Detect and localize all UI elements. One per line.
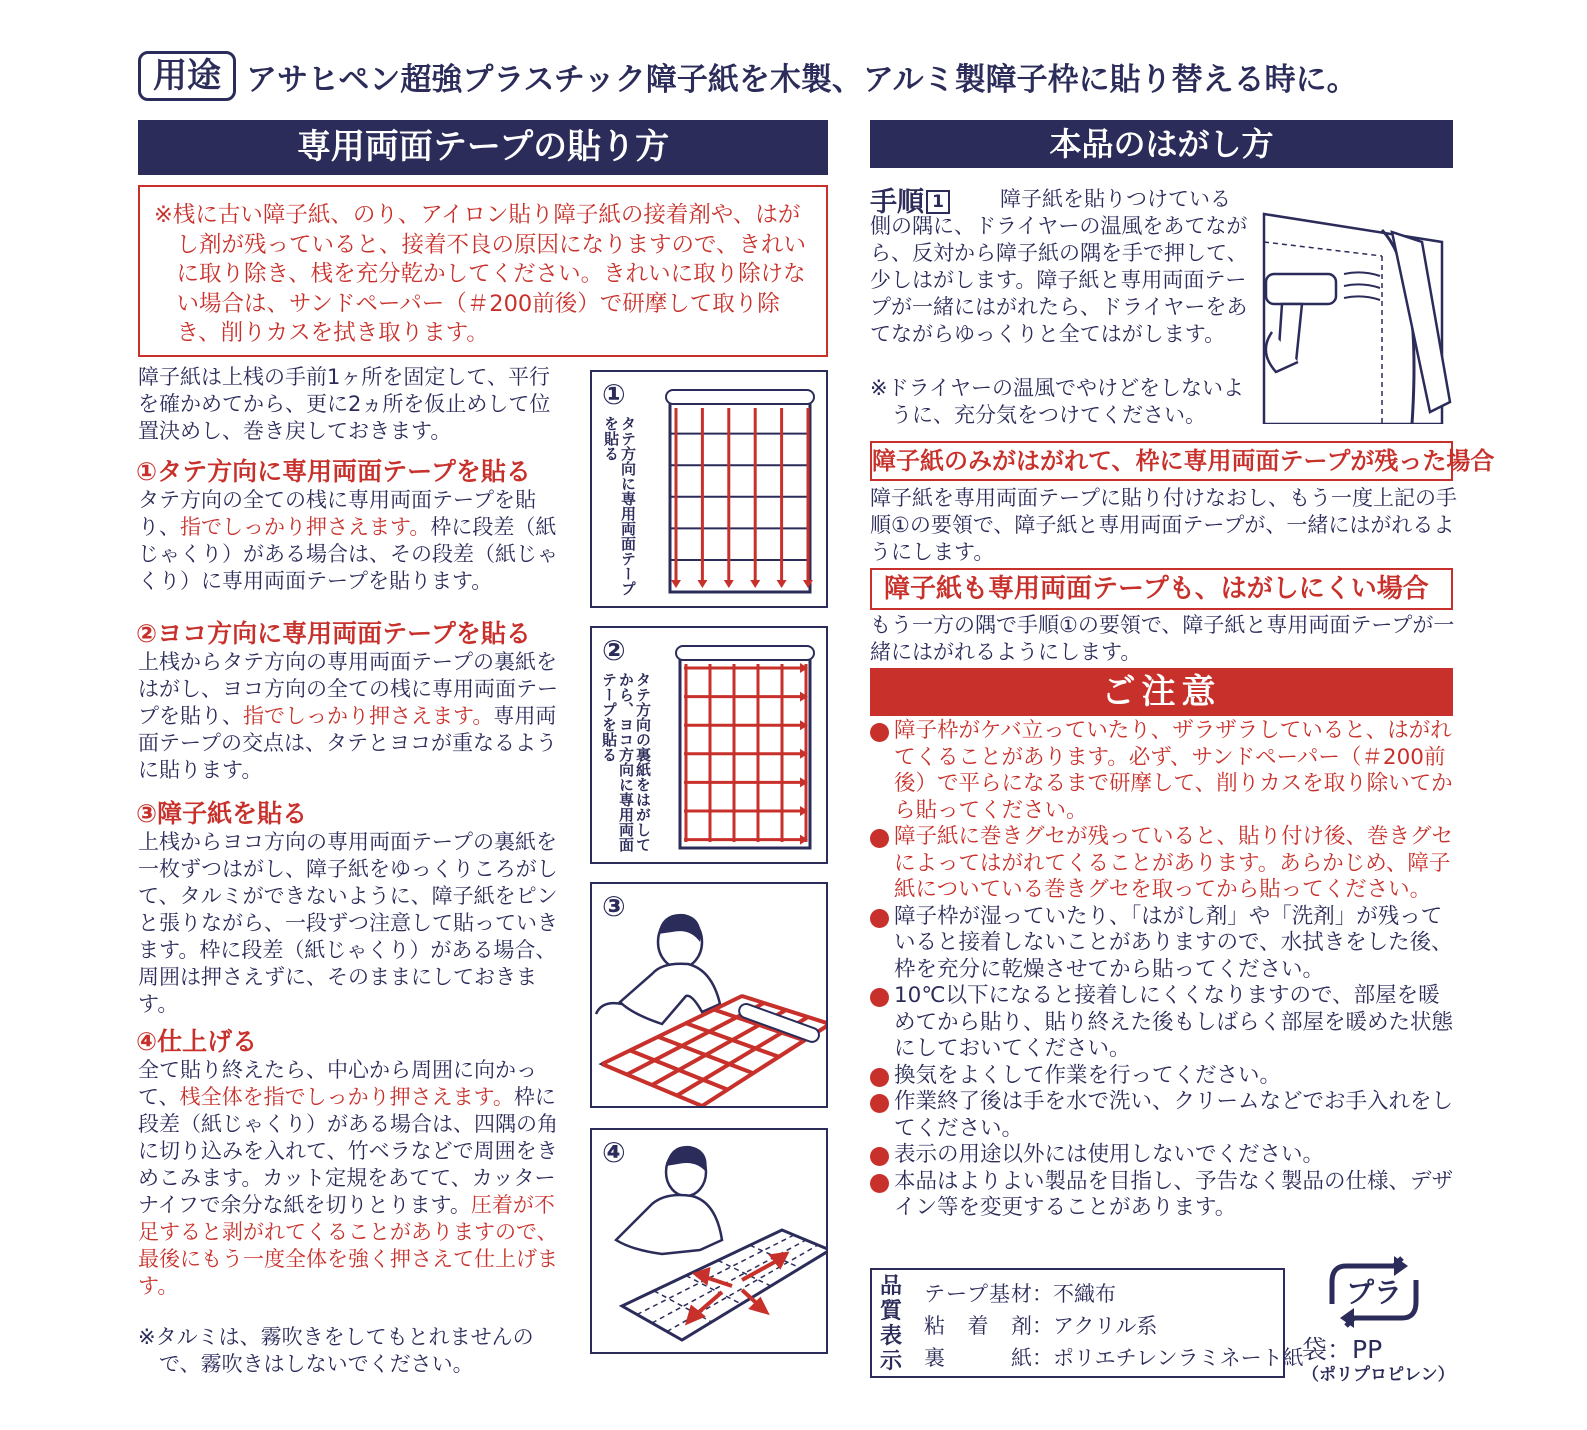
step2-body-red: 指でしっかり押さえます。	[243, 704, 494, 728]
step-label: 手順	[870, 187, 924, 218]
quality-key: テープ基材	[924, 1282, 1032, 1306]
quality-row	[924, 1342, 1304, 1372]
quality-row	[924, 1278, 1116, 1308]
step1-title: ①タテ方向に専用両面テープを貼る	[136, 457, 531, 486]
caution-text: 作業終了後は手を水で洗い、クリームなどでお手入れをしてください。	[894, 1089, 1454, 1141]
quality-key: 粘着剤	[924, 1314, 1032, 1338]
step4-body	[138, 1057, 558, 1300]
quality-label-box	[870, 1268, 1304, 1378]
step4-body-a: 全て貼り終えたら、中心から周囲に向かって、	[138, 1058, 537, 1109]
quality-value: ：不織布	[1032, 1282, 1116, 1306]
bullet-icon	[870, 829, 889, 848]
step2-title: ②ヨコ方向に専用両面テープを貼る	[136, 619, 531, 648]
right-section-title: 本品のはがし方	[870, 120, 1453, 168]
caution-text: 障子枠が湿っていたり、「はがし剤」や「洗剤」が残っていると接着しないことがありますので、水拭きをした後、枠を充分に乾燥させてから貼ってください。	[894, 903, 1453, 982]
caution-text: 障子枠がケバ立っていたり、ザラザラしていると、はがれてくることがあります。必ず、サンドペーパー（＃200前後）で平らになるまで研摩して、削りカスを取り除いてから貼ってください。	[894, 718, 1453, 823]
bullet-icon	[870, 723, 889, 742]
recycle-bag: 袋：PP	[1302, 1335, 1383, 1364]
step4-title: ④仕上げる	[136, 1027, 258, 1056]
step-number-box: 1	[926, 190, 950, 214]
figure-2-caption: タテ方向の裏紙をはがしてから、ヨコ方向に専用両面テープを貼る	[600, 672, 652, 852]
recycle-material: （ポリプロピレン）	[1302, 1365, 1455, 1385]
caution-item	[870, 904, 1460, 984]
dryer-drawing	[1262, 212, 1458, 424]
step1-body-a: タテ方向の全ての桟に専用両面テープを貼り、	[138, 488, 536, 539]
step1-body	[138, 487, 558, 595]
figure-4-illustration	[592, 1130, 828, 1354]
case1-title: 障子紙のみがはがれて、枠に専用両面テープが残った場合	[870, 441, 1453, 481]
caution-item	[870, 1089, 1460, 1142]
figure-1-caption: タテ方向に専用両面テープを貼る	[602, 416, 637, 596]
quality-row	[924, 1310, 1157, 1340]
footnote: ※タルミは、霧吹きをしてもとれませんので、霧吹きはしないでください。	[138, 1325, 534, 1376]
usage-tag: 用途	[138, 51, 236, 101]
caution-list	[870, 718, 1460, 1222]
figure-2	[590, 626, 828, 864]
recycle-mark	[1302, 1254, 1462, 1384]
usage-line	[138, 48, 1358, 104]
step3-body-a: 上桟からヨコ方向の専用両面テープの裏紙を一枚ずつはがし、障子紙をゆっくりころがして、タルミができないように、障子紙をピンと張りながら、一段ずつ注意して貼っていきます。枠に段差（紙じゃくり）がある場合、周囲は押さえずに、そのままにしておきます。	[138, 830, 558, 1016]
case2-title: 障子紙も専用両面テープも、はがしにくい場合	[870, 568, 1453, 610]
figure-2-number: ②	[602, 634, 626, 667]
bullet-icon	[870, 1094, 889, 1113]
quality-value: ：ポリエチレンラミネート紙	[1032, 1346, 1304, 1370]
step3-body	[138, 829, 558, 1018]
figure-4-number: ④	[602, 1136, 626, 1169]
caution-text: 本品はよりよい製品を目指し、予告なく製品の仕様、デザイン等を変更することがあります。	[894, 1168, 1454, 1220]
step2-body-a: 上桟からタテ方向の専用両面テープの裏紙をはがし、ヨコ方向の全ての桟に専用両面テープを貼り、	[138, 650, 558, 728]
step3-title: ③障子紙を貼る	[136, 799, 308, 828]
recycle-icon	[1324, 1254, 1424, 1330]
figure-3-illustration	[592, 884, 828, 1108]
case1-text: 障子紙を専用両面テープに貼り付けなおし、もう一度上記の手順①の要領で、障子紙と専用両面テープが、一緒にはがれるようにします。	[870, 486, 1457, 564]
figure-2-illustration	[592, 628, 828, 864]
bullet-icon	[870, 1068, 889, 1087]
removal-step-note: ※ドライヤーの温風でやけどをしないように、充分気をつけてください。	[870, 376, 1244, 427]
step1-body-red: 指でしっかり押さえます。	[180, 515, 431, 539]
figure-3-number: ③	[602, 890, 626, 923]
recycle-mark-text: プラ	[1345, 1276, 1403, 1309]
bullet-icon	[870, 988, 889, 1007]
caution-item	[870, 983, 1460, 1063]
figure-1-number: ①	[602, 378, 626, 411]
caution-item	[870, 718, 1460, 824]
dryer-illustration	[1262, 212, 1458, 424]
intro-text: 障子紙は上桟の手前1ヶ所を固定して、平行を確かめてから、更に2ヵ所を仮止めして位置決めし、巻き戻しておきます。	[138, 365, 551, 443]
usage-text: アサヒペン超強プラスチック障子紙を木製、アルミ製障子枠に貼り替える時に。	[246, 61, 1358, 98]
quality-key: 裏紙	[924, 1346, 1032, 1370]
caution-item	[870, 824, 1460, 904]
caution-text: 換気をよくして作業を行ってください。	[894, 1062, 1282, 1088]
caution-title: ご注意	[870, 668, 1453, 716]
step4-body-b: 枠に段差（紙じゃくり）がある場合は、四隅の角に切り込みを入れて、竹ベラなどで周囲をきめこみます。カット定規をあてて、カッターナイフで余分な紙を切りとります。	[138, 1085, 558, 1217]
step2-body	[138, 649, 558, 784]
left-section-title: 専用両面テープの貼り方	[138, 120, 828, 175]
caution-text: 表示の用途以外には使用しないでください。	[894, 1142, 1325, 1167]
caution-text: 10℃以下になると接着しにくくなりますので、部屋を暖めてから貼り、貼り終えた後もしばらく部屋を暖めた状態にしておいてください。	[894, 983, 1454, 1061]
quality-value: ：アクリル系	[1032, 1314, 1158, 1338]
caution-item	[870, 1169, 1460, 1222]
figure-1	[590, 370, 828, 608]
removal-step-text: 障子紙を貼りつけている側の隅に、ドライヤーの温風をあてながら、反対から障子紙の隅を手で押して、少しはがします。障子紙と専用両面テープが一緒にはがれたら、ドライヤーをあてながらゆっくりと全てはがします。	[870, 187, 1248, 346]
caution-item	[870, 1063, 1460, 1090]
figure-3	[590, 882, 828, 1108]
bullet-icon	[870, 909, 889, 928]
step4-body-red2: 圧着が不足すると剥がれてくることがありますので、最後にもう一度全体を強く押さえて仕上げます。	[138, 1193, 558, 1298]
step2-body-b: 専用両面テープの交点は、タテとヨコが重なるように貼ります。	[138, 704, 557, 782]
step4-body-red: 桟全体を指でしっかり押さえます。	[179, 1085, 514, 1109]
case2-text: もう一方の隅で手順①の要領で、障子紙と専用両面テープが一緒にはがれるようにします。	[870, 613, 1455, 664]
bullet-icon	[870, 1147, 889, 1166]
warning-box	[138, 185, 828, 357]
caution-text: 障子紙に巻きグセが残っていると、貼り付け後、巻きグセによってはがれてくることがあります。あらかじめ、障子紙についている巻きグセを取ってから貼ってください。	[894, 824, 1454, 902]
warning-text: ※桟に古い障子紙、のり、アイロン貼り障子紙の接着剤や、はがし剤が残っていると、接着不良の原因になりますので、きれいに取り除き、桟を充分乾かしてください。きれいに取り除けない場合は、サンドペーパー（＃200前後）で研摩して取り除き、削りカスを拭き取ります。	[154, 202, 807, 346]
bullet-icon	[870, 1174, 889, 1193]
step1-body-b: 枠に段差（紙じゃくり）がある場合は、その段差（紙じゃくり）に専用両面テープを貼ります。	[138, 515, 558, 593]
caution-item	[870, 1142, 1460, 1169]
quality-heading: 品質表示	[879, 1274, 902, 1374]
figure-4	[590, 1128, 828, 1354]
figure-1-illustration	[592, 372, 828, 608]
